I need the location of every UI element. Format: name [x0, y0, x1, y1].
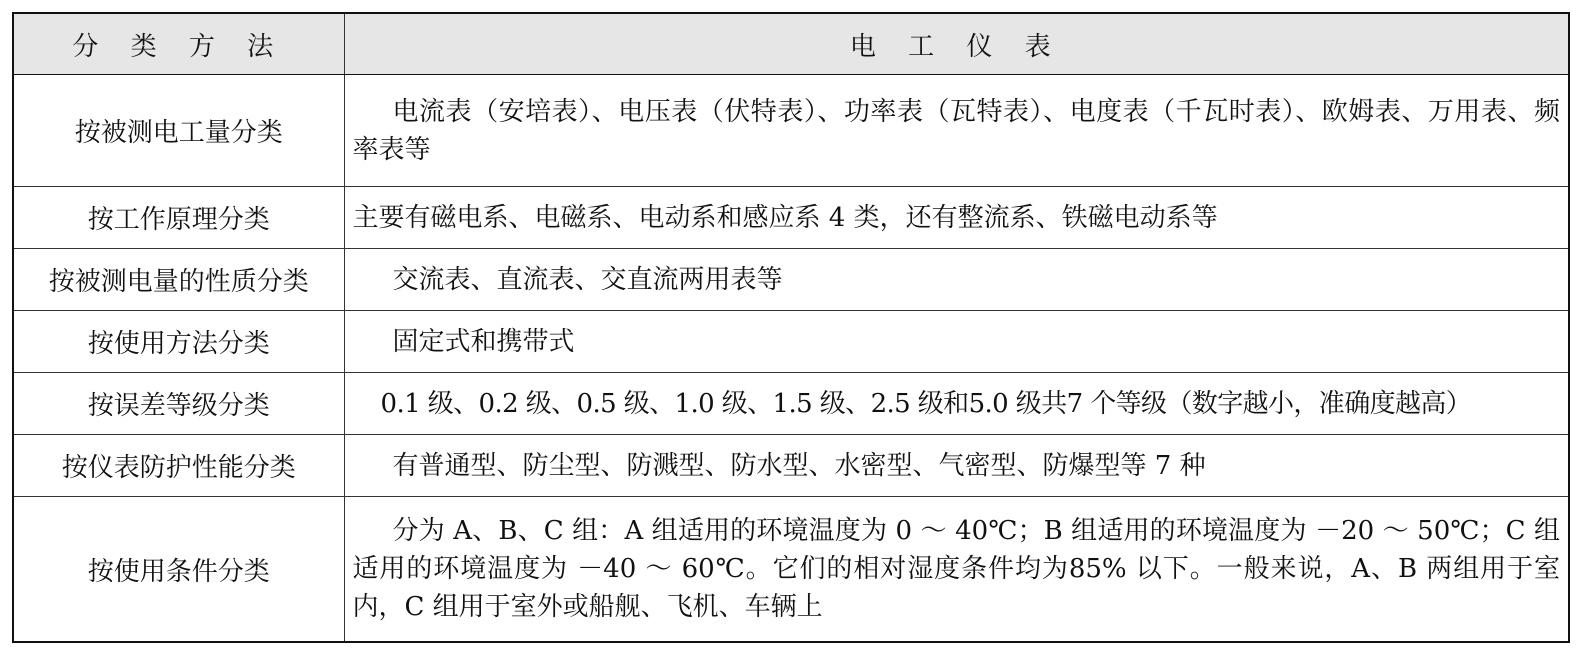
method-cell: 按工作原理分类 — [13, 187, 344, 249]
header-row — [13, 13, 1569, 75]
method-cell: 按仪表防护性能分类 — [13, 435, 344, 497]
meters-cell: 电流表（安培表）、电压表（伏特表）、功率表（瓦特表）、电度表（千瓦时表）、欧姆表、万用表、频率表等 — [344, 75, 1569, 187]
meters-cell: 分为 A、B、C 组：A 组适用的环境温度为 0 ～ 40℃；B 组适用的环境温度为 －20 ～ 50℃；C 组适用的环境温度为 －40 ～ 60℃。它们的相对湿度条件均为85% 以下。一般来说，A、B 两组用于室内，C 组用于室外或船舰、飞机、车辆上 — [344, 497, 1569, 642]
method-cell: 按使用方法分类 — [13, 311, 344, 373]
table-row — [13, 311, 1569, 373]
meters-cell: 固定式和携带式 — [344, 311, 1569, 373]
meters-cell: 有普通型、防尘型、防溅型、防水型、水密型、气密型、防爆型等 7 种 — [344, 435, 1569, 497]
meters-cell: 主要有磁电系、电磁系、电动系和感应系 4 类，还有整流系、铁磁电动系等 — [344, 187, 1569, 249]
header-method: 分 类 方 法 — [13, 13, 344, 75]
table-row — [13, 75, 1569, 187]
header-meter: 电 工 仪 表 — [344, 13, 1569, 75]
method-cell: 按误差等级分类 — [13, 373, 344, 435]
table-row — [13, 249, 1569, 311]
table-header — [13, 13, 1569, 75]
method-cell: 按被测电工量分类 — [13, 75, 344, 187]
table-body — [13, 75, 1569, 643]
meters-cell: 交流表、直流表、交直流两用表等 — [344, 249, 1569, 311]
method-cell: 按使用条件分类 — [13, 497, 344, 642]
table-row — [13, 187, 1569, 249]
method-cell: 按被测电量的性质分类 — [13, 249, 344, 311]
meters-cell: 0.1 级、0.2 级、0.5 级、1.0 级、1.5 级、2.5 级和5.0 级共7 个等级（数字越小，准确度越高） — [344, 373, 1569, 435]
table-row — [13, 497, 1569, 642]
meter-classification-table — [12, 12, 1570, 643]
table-container — [12, 12, 1570, 643]
table-row — [13, 435, 1569, 497]
table-row — [13, 373, 1569, 435]
